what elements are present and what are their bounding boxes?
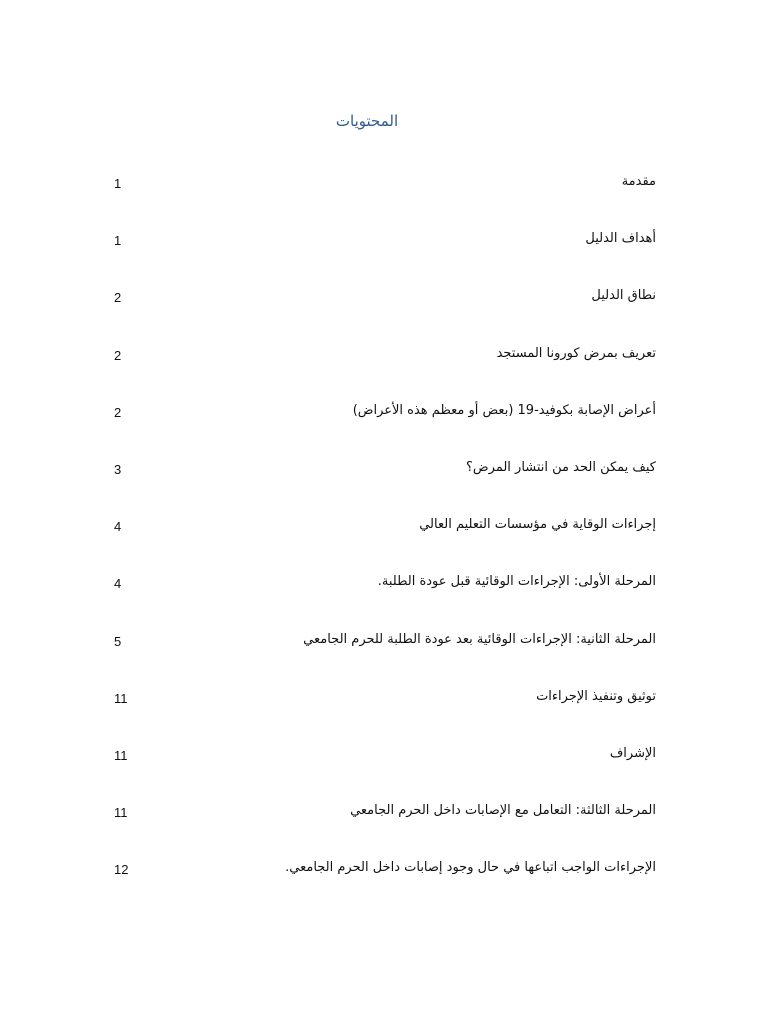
toc-row[interactable] bbox=[0, 683, 768, 740]
toc-page-number: 3 bbox=[114, 461, 122, 477]
toc-entry-text: توثيق وتنفيذ الإجراءات bbox=[536, 688, 656, 704]
toc-row[interactable] bbox=[0, 168, 768, 225]
toc-page-number: 4 bbox=[114, 576, 122, 592]
toc-row[interactable] bbox=[0, 797, 768, 854]
toc-row[interactable] bbox=[0, 225, 768, 282]
toc-entry-text: نطاق الدليل bbox=[591, 288, 656, 304]
toc-entry-text: الإجراءات الواجب اتباعها في حال وجود إصابات داخل الحرم الجامعي. bbox=[285, 860, 656, 876]
toc-row[interactable] bbox=[0, 511, 768, 568]
toc-row[interactable] bbox=[0, 340, 768, 397]
toc-entry-text: المرحلة الثانية: الإجراءات الوقائية بعد عودة الطلبة للحرم الجامعي bbox=[303, 631, 656, 647]
toc-entry-text: الإشراف bbox=[609, 745, 656, 761]
toc-list bbox=[0, 168, 768, 911]
toc-page-number: 11 bbox=[114, 805, 128, 821]
toc-entry-text: كيف يمكن الحد من انتشار المرض؟ bbox=[466, 459, 656, 475]
toc-page-number: 11 bbox=[114, 690, 128, 706]
toc-entry-text: أعراض الإصابة بكوفيد-19 (بعض أو معظم هذه الأعراض) bbox=[352, 402, 656, 418]
toc-entry-text: إجراءات الوقاية في مؤسسات التعليم العالي bbox=[419, 517, 656, 533]
toc-row[interactable] bbox=[0, 282, 768, 339]
toc-entry-text: مقدمة bbox=[621, 174, 656, 189]
toc-page-number: 1 bbox=[114, 176, 122, 191]
toc-row[interactable] bbox=[0, 454, 768, 511]
toc-page-number: 2 bbox=[114, 290, 122, 306]
toc-entry-text: أهداف الدليل bbox=[585, 231, 656, 247]
toc-row[interactable] bbox=[0, 626, 768, 683]
toc-row[interactable] bbox=[0, 740, 768, 797]
toc-entry-text: المرحلة الثالثة: التعامل مع الإصابات داخل الحرم الجامعي bbox=[350, 803, 656, 819]
toc-entry-text: المرحلة الأولى: الإجراءات الوقائية قبل عودة الطلبة. bbox=[377, 574, 656, 590]
toc-page-number: 12 bbox=[114, 862, 129, 878]
toc-page-number: 4 bbox=[114, 519, 122, 535]
toc-page-number: 2 bbox=[114, 347, 122, 363]
toc-row[interactable] bbox=[0, 397, 768, 454]
toc-page-number: 11 bbox=[114, 747, 128, 763]
toc-row[interactable] bbox=[0, 854, 768, 911]
toc-title: المحتويات bbox=[335, 112, 399, 130]
toc-page-number: 2 bbox=[114, 404, 122, 420]
toc-row[interactable] bbox=[0, 568, 768, 625]
toc-entry-text: تعريف بمرض كورونا المستجد bbox=[496, 345, 656, 361]
toc-page-number: 5 bbox=[114, 633, 122, 649]
toc-page-number: 1 bbox=[114, 233, 122, 249]
